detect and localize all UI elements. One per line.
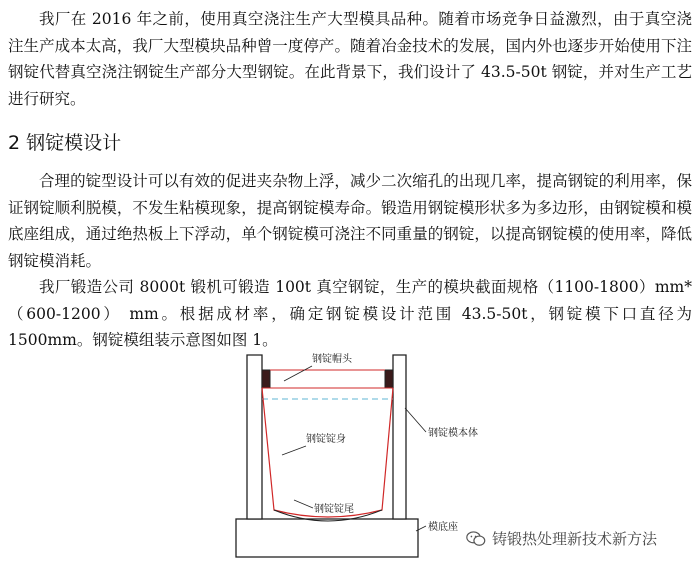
label-hot-top: 钢锭帽头 [312, 354, 352, 365]
mold-base [236, 519, 418, 557]
leader-ingot-tail [294, 500, 313, 508]
watermark-text: 铸锻热处理新技术新方法 [492, 530, 658, 548]
paragraph-design: 合理的锭型设计可以有效的促进夹杂物上浮，减少二次缩孔的出现几率，提高钢锭的利用率，保证钢锭顺利脱模，不发生粘模现象，提高钢锭模寿命。锻造用钢锭模形状多为多边形，由钢锭模和模底座组成，通过绝热板上下浮动，单个钢锭模可浇注不同重量的钢锭，以提高钢锭模的使用率，降低钢锭模消耗。 [8, 172, 692, 270]
leader-ingot-body [282, 446, 306, 455]
label-ingot-body: 钢锭锭身 [306, 434, 346, 445]
section-heading: 2 钢锭模设计 [8, 132, 122, 154]
label-ingot-tail: 钢锭锭尾 [314, 504, 354, 515]
paragraph-intro: 我厂在 2016 年之前，使用真空浇注生产大型模具品种。随着市场竞争日益激烈，由于真空浇注生产成本太高，我厂大型模块品种曾一度停产。随着冶金技术的发展，国内外也逐步开始使用下注钢锭代替真空浇注钢锭生产部分大型钢锭。在此背景下，我们设计了 43.5-50t 钢锭，并对生产工艺进行研究。 [8, 10, 692, 108]
label-base: 模底座 [428, 522, 458, 533]
leader-base [416, 526, 426, 531]
hot-top-left [262, 370, 270, 388]
mold-wall-right [393, 355, 406, 519]
ingot-outline [262, 388, 393, 517]
mold-wall-left [247, 355, 262, 519]
label-mold-body: 钢锭模本体 [428, 428, 478, 439]
leader-hot-top [284, 366, 312, 381]
hot-top-right [385, 370, 393, 388]
leader-mold-body [405, 408, 426, 432]
wechat-icon [466, 530, 486, 548]
wechat-watermark [462, 528, 661, 549]
paragraph-specs: 我厂锻造公司 8000t 锻机可锻造 100t 真空钢锭，生产的模块截面规格（1100-1800）mm*（600-1200） mm。根据成材率，确定钢锭模设计范围 43.5-50t，钢锭模下口直径为 1500mm。钢锭模组装示意图如图 1。 [8, 278, 692, 349]
ingot-tail-curve [274, 510, 382, 521]
